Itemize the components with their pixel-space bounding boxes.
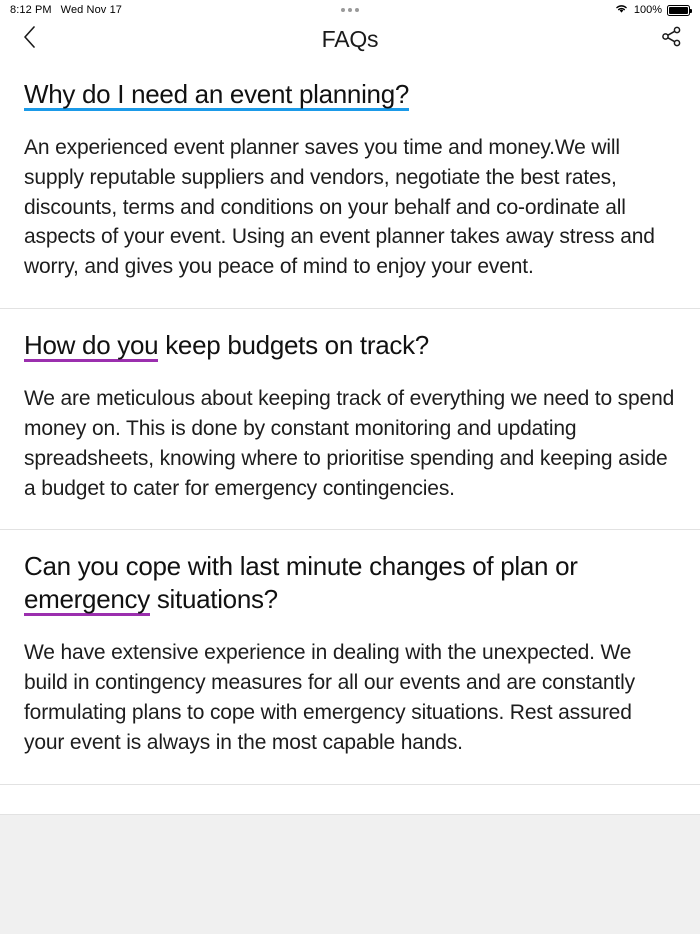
- faq-question-rest: keep budgets on track?: [158, 330, 429, 361]
- navigation-bar: [0, 20, 700, 58]
- status-time: 8:12 PM: [10, 4, 52, 16]
- page-title: FAQs: [321, 25, 379, 52]
- faq-item-next-partial[interactable]: [0, 785, 700, 815]
- drag-handle-dots-icon: [341, 8, 359, 12]
- faq-item[interactable]: [0, 530, 700, 784]
- faq-question: [24, 329, 676, 362]
- faq-question-rest: situations?: [149, 584, 278, 615]
- faq-question-highlight: How do you: [24, 330, 159, 361]
- status-bar-right: [614, 3, 690, 17]
- faq-answer: We are meticulous about keeping track of everything we need to spend money on. This is done by constant monitoring and updating spreadsheets, knowing where to prioritise spending and keeping aside a budget to cater for emergency contingencies.: [24, 387, 675, 500]
- chevron-left-icon: [23, 26, 36, 53]
- wifi-icon: [614, 3, 629, 17]
- faq-question: [24, 550, 676, 616]
- faq-list[interactable]: [0, 58, 700, 934]
- faq-answer: An experienced event planner saves you time and money.We will supply reputable suppliers and vendors, negotiate the best rates, discounts, terms and conditions on your behalf and co-ordinate all aspects of your event. Using an event planner takes away stress and worry, and gives you peace of mind to enjoy your event.: [24, 136, 655, 279]
- battery-percent-label: 100%: [633, 4, 662, 16]
- battery-full-icon: [667, 5, 690, 16]
- faq-item[interactable]: [0, 309, 700, 530]
- faq-item[interactable]: [0, 58, 700, 309]
- status-bar: [0, 0, 700, 20]
- status-date: Wed Nov 17: [60, 4, 122, 16]
- faq-answer: We have extensive experience in dealing with the unexpected. We build in contingency measures for all our events and are constantly formulating plans to cope with emergency situations. Rest assured your event is always in the most capable hands.: [24, 641, 635, 754]
- share-icon: [661, 26, 682, 52]
- faq-question-highlight: Why do I need an event planning?: [24, 79, 410, 109]
- share-button[interactable]: [658, 26, 684, 52]
- back-button[interactable]: [16, 26, 42, 52]
- faq-question-highlight: emergency: [24, 584, 150, 615]
- status-bar-left: [10, 4, 122, 16]
- faq-question-prefix: Can you cope with last minute changes of plan or: [24, 551, 578, 582]
- faq-question: [24, 78, 676, 111]
